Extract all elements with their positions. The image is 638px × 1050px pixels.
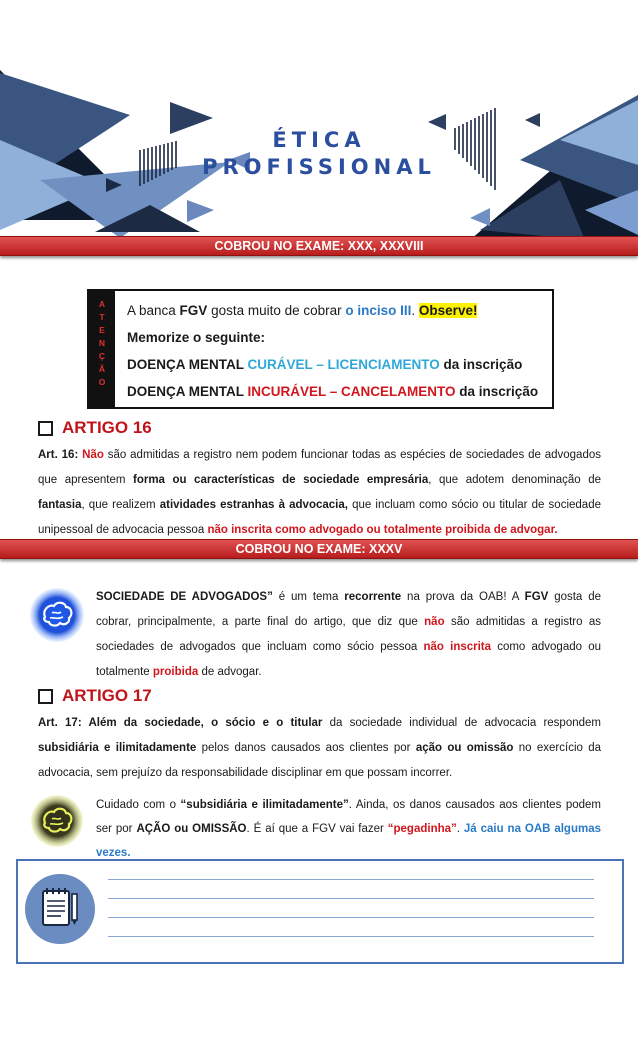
checkbox-bullet-icon [38, 421, 53, 436]
notes-box [16, 859, 624, 964]
brain-icon-yellow [31, 795, 83, 847]
exam-banner: COBROU NO EXAME: XXX, XXXVIII [0, 236, 638, 256]
brain-icon-blue [30, 588, 84, 642]
note-line [108, 936, 594, 937]
attention-line-1: A banca FGV gosta muito de cobrar o inciso III. Observe! [127, 303, 478, 318]
section-heading-artigo17: ARTIGO 17 [38, 686, 152, 706]
attention-line-2: Memorize o seguinte: [127, 330, 266, 345]
attention-box [87, 289, 554, 409]
header-graphic [0, 0, 638, 240]
notepad-pen-icon [25, 874, 95, 944]
title-line2: PROFISSIONAL [202, 155, 436, 179]
exam-banner-2: COBROU NO EXAME: XXXV [0, 539, 638, 559]
attention-side-label: A T E N Ç Ã O [89, 291, 115, 407]
section-heading-artigo16: ARTIGO 16 [38, 418, 152, 438]
note-line [108, 898, 594, 899]
checkbox-bullet-icon [38, 689, 53, 704]
note-line [108, 917, 594, 918]
small-triangle-1 [187, 200, 214, 222]
title-line1: ÉTICA [272, 128, 366, 152]
comment2-text: Cuidado com o “subsidiária e ilimitadamente”. Ainda, os danos causados aos clientes podem ser por AÇÃO ou OMISSÃO. É aí que a FGV vai fazer “pegadinha”. Já caiu na OAB algumas vezes. [96, 799, 602, 859]
artigo17-text: Art. 17: Além da sociedade, o sócio e o titular da sociedade individual de advocacia respondem subsidiária e ilimitadamente pelos danos causados aos clientes por ação ou omissão no exercício da advocacia, sem prejuízo da responsabilidade disciplinar em que possam incorrer. [38, 717, 602, 779]
attention-line-3: DOENÇA MENTAL CURÁVEL – LICENCIAMENTO da inscrição [127, 357, 523, 372]
comment1-text: SOCIEDADE DE ADVOGADOS” é um tema recorrente na prova da OAB! A FGV gosta de cobrar, principalmente, a parte final do artigo, que diz que não são admitidas a registro as sociedades de advogados que incluam como sócio pessoa não inscrita como advogado ou totalmente proibida de advogar. [96, 591, 601, 678]
note-line [108, 879, 594, 880]
small-triangle-7 [470, 208, 490, 226]
small-triangle-5 [525, 113, 540, 127]
attention-line-4: DOENÇA MENTAL INCURÁVEL – CANCELAMENTO da inscrição [127, 384, 539, 399]
artigo16-text: Art. 16: Não são admitidas a registro nem podem funcionar todas as espécies de sociedades de advogados que apresentem forma ou características de sociedade empresária, que adotem denominação de fantasia, que realizem atividades estranhas à advocacia, que incluam como sócio ou titular de sociedade unipessoal de advocacia pessoa não inscrita como advogado ou totalmente proibida de advogar. [38, 449, 601, 536]
